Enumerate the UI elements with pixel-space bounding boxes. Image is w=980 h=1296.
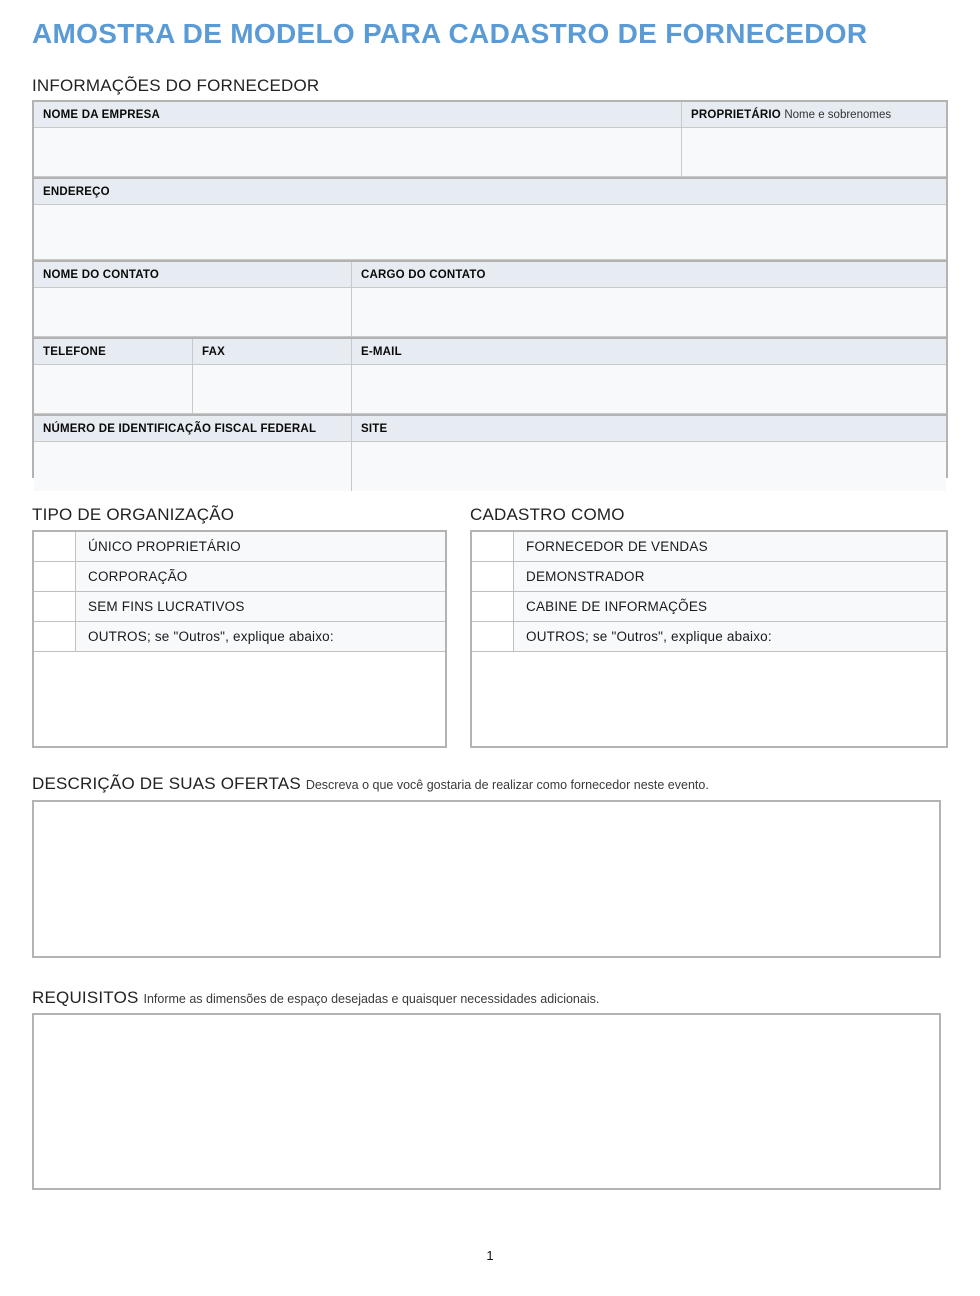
page-title: AMOSTRA DE MODELO PARA CADASTRO DE FORNECEDOR [32, 18, 868, 49]
owner-hint: Nome e sobrenomes [784, 109, 892, 121]
email-label: E-MAIL [361, 346, 402, 358]
requirements-textarea[interactable] [32, 1013, 941, 1190]
supplier-info-table [32, 100, 948, 478]
requirements-heading [32, 988, 599, 1008]
contact-title-header [352, 262, 946, 288]
option-label: CORPORAÇÃO [76, 562, 445, 592]
address-label: ENDEREÇO [43, 186, 110, 198]
website-label: SITE [361, 423, 388, 435]
option-label: ÚNICO PROPRIETÁRIO [76, 532, 445, 562]
owner-header [682, 102, 946, 128]
table-row [34, 288, 946, 339]
organization-type-other-input[interactable] [34, 652, 445, 746]
email-input[interactable] [352, 365, 946, 414]
checkbox-organization-corporation[interactable] [34, 562, 76, 592]
table-row [34, 102, 946, 128]
federal-tax-id-header [34, 416, 352, 442]
phone-label: TELEFONE [43, 346, 106, 358]
register-as-heading: CADASTRO COMO [470, 505, 625, 524]
option-label: DEMONSTRADOR [514, 562, 946, 592]
website-input[interactable] [352, 442, 946, 491]
owner-label: PROPRIETÁRIO [691, 109, 781, 121]
organization-type-table [32, 530, 447, 748]
table-row [34, 179, 946, 205]
fax-label: FAX [202, 346, 225, 358]
address-header [34, 179, 946, 205]
list-item[interactable] [472, 622, 946, 652]
option-label: OUTROS; se "Outros", explique abaixo: [76, 622, 445, 652]
contact-name-header [34, 262, 352, 288]
option-label: CABINE DE INFORMAÇÕES [514, 592, 946, 622]
checkbox-register-demonstrator[interactable] [472, 562, 514, 592]
table-row [34, 365, 946, 416]
contact-title-input[interactable] [352, 288, 946, 337]
requirements-heading-sub: Informe as dimensões de espaço desejadas e quaisquer necessidades adicionais. [143, 992, 600, 1006]
contact-name-input[interactable] [34, 288, 352, 337]
company-name-label: NOME DA EMPRESA [43, 109, 160, 121]
offerings-heading [32, 774, 709, 794]
offerings-textarea[interactable] [32, 800, 941, 958]
phone-input[interactable] [34, 365, 193, 414]
organization-type-heading: TIPO DE ORGANIZAÇÃO [32, 505, 235, 524]
website-header [352, 416, 946, 442]
checkbox-register-information-booth[interactable] [472, 592, 514, 622]
supplier-info-heading: INFORMAÇÕES DO FORNECEDOR [32, 76, 320, 95]
federal-tax-id-label: NÚMERO DE IDENTIFICAÇÃO FISCAL FEDERAL [43, 423, 317, 435]
list-item[interactable] [34, 532, 445, 562]
fax-input[interactable] [193, 365, 352, 414]
email-header [352, 339, 946, 365]
list-item[interactable] [472, 562, 946, 592]
table-row [34, 416, 946, 442]
contact-name-label: NOME DO CONTATO [43, 269, 160, 281]
checkbox-register-other[interactable] [472, 622, 514, 652]
offerings-heading-sub: Descreva o que você gostaria de realizar como fornecedor neste evento. [305, 778, 709, 792]
checkbox-organization-sole-proprietor[interactable] [34, 532, 76, 562]
checkbox-register-sales-vendor[interactable] [472, 532, 514, 562]
contact-title-label: CARGO DO CONTATO [361, 269, 486, 281]
list-item[interactable] [34, 622, 445, 652]
list-item[interactable] [472, 532, 946, 562]
company-name-header [34, 102, 682, 128]
table-row [34, 339, 946, 365]
owner-input[interactable] [682, 128, 946, 177]
table-row [34, 128, 946, 179]
table-row [34, 262, 946, 288]
page-number: 1 [486, 1248, 494, 1263]
requirements-heading-main: REQUISITOS [32, 988, 139, 1007]
phone-header [34, 339, 193, 365]
checkbox-organization-other[interactable] [34, 622, 76, 652]
offerings-heading-main: DESCRIÇÃO DE SUAS OFERTAS [32, 774, 301, 793]
list-item[interactable] [34, 592, 445, 622]
checkbox-organization-nonprofit[interactable] [34, 592, 76, 622]
list-item[interactable] [472, 592, 946, 622]
federal-tax-id-input[interactable] [34, 442, 352, 491]
register-as-table [470, 530, 948, 748]
fax-header [193, 339, 352, 365]
option-label: FORNECEDOR DE VENDAS [514, 532, 946, 562]
option-label: OUTROS; se "Outros", explique abaixo: [514, 622, 946, 652]
option-label: SEM FINS LUCRATIVOS [76, 592, 445, 622]
company-name-input[interactable] [34, 128, 682, 177]
list-item[interactable] [34, 562, 445, 592]
table-row [34, 205, 946, 262]
register-as-other-input[interactable] [472, 652, 946, 746]
address-input[interactable] [34, 205, 946, 260]
table-row [34, 442, 946, 491]
